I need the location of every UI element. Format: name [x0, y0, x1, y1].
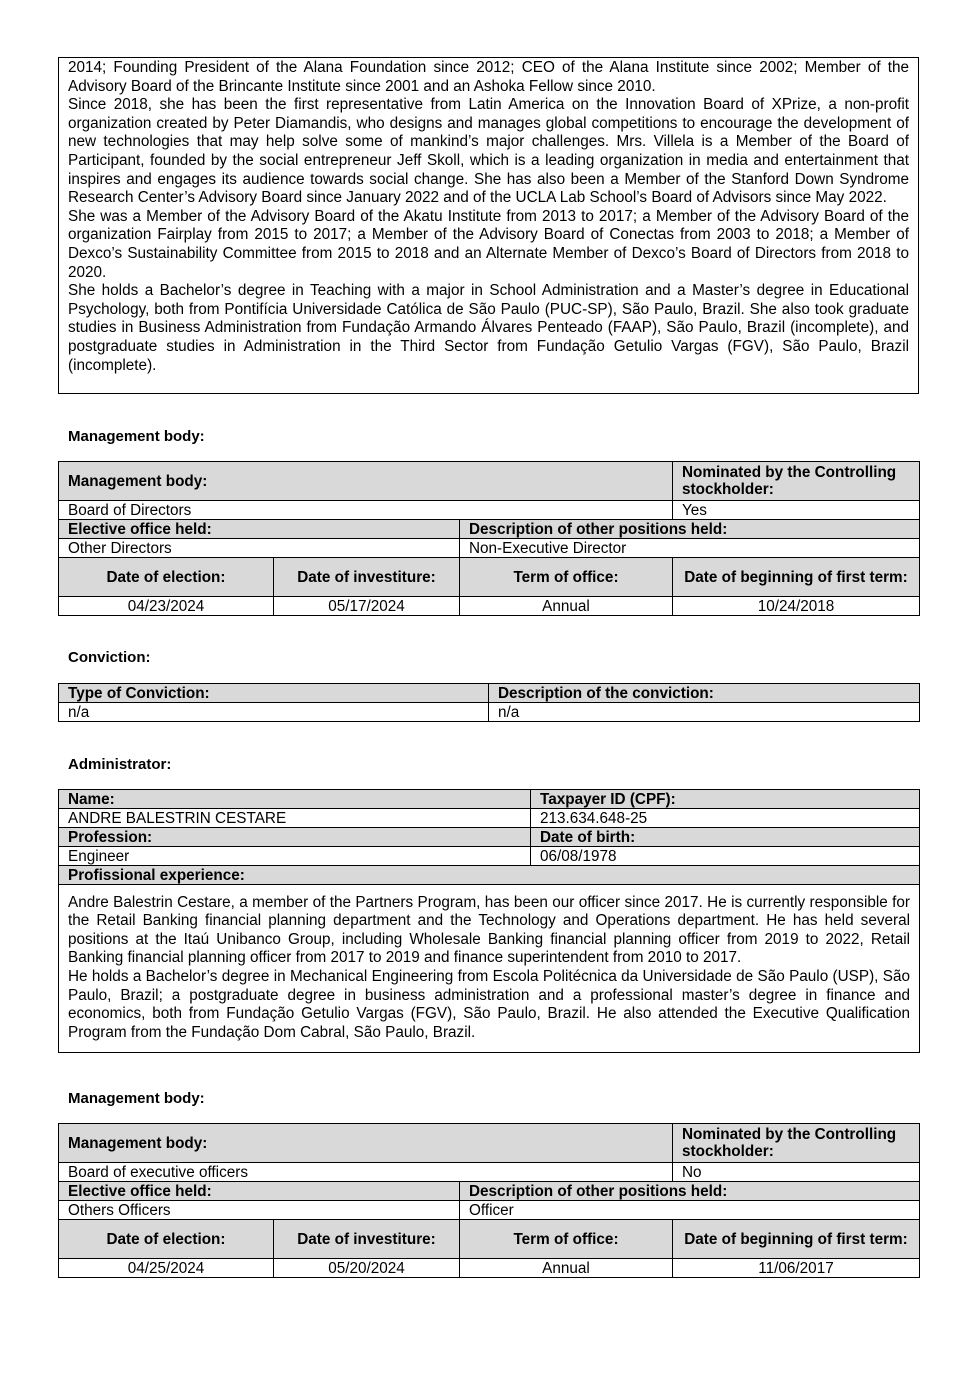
investiture-date-label: Date of investiture: — [274, 558, 460, 597]
bio-paragraph: She was a Member of the Advisory Board of the Akatu Institute from 2013 to 2017; a Member of the Advisory Board of the organization Fairplay from 2015 to 2017; a Member of the Advisory Board of Conectas from 2003 to 2018; a Member of Dexco’s Sustainability Committee from 2015 to 2018 and an Alternate Member of Dexco’s Board of Directors from 2018 to 2020. — [68, 207, 909, 281]
elective-office-label: Elective office held: — [59, 1182, 460, 1201]
bio-paragraph: 2014; Founding President of the Alana Foundation since 2012; CEO of the Alana Institute since 2002; Member of the Advisory Board of the Brincante Institute since 2001 and an Ashoka Fellow since 2010. — [68, 59, 909, 95]
dob-label: Date of birth: — [531, 828, 920, 847]
first-term-value: 10/24/2018 — [673, 597, 920, 616]
other-positions-value: Officer — [460, 1201, 920, 1220]
other-positions-label: Description of other positions held: — [460, 1182, 920, 1201]
election-date-label: Date of election: — [59, 1220, 274, 1259]
administrator-table — [58, 789, 920, 1053]
management-body-section-title-2: Management body: — [68, 1090, 205, 1107]
management-body-label: Management body: — [59, 1124, 673, 1163]
dob-value: 06/08/1978 — [531, 847, 920, 866]
nominated-value: Yes — [673, 501, 920, 520]
conviction-desc-value: n/a — [489, 703, 920, 722]
first-term-value: 11/06/2017 — [673, 1259, 920, 1278]
nominated-label: Nominated by the Controlling stockholder: — [673, 462, 920, 501]
conviction-table — [58, 683, 920, 722]
cpf-value: 213.634.648-25 — [531, 809, 920, 828]
term-value: Annual — [460, 1259, 673, 1278]
other-positions-label: Description of other positions held: — [460, 520, 920, 539]
first-term-label: Date of beginning of first term: — [673, 558, 920, 597]
term-value: Annual — [460, 597, 673, 616]
election-date-label: Date of election: — [59, 558, 274, 597]
management-body-table-1 — [58, 461, 920, 616]
bio-paragraph: She holds a Bachelor’s degree in Teaching with a major in School Administration and a Master’s degree in Educational Psychology, both from Pontifícia Universidade Católica de São Paulo (PUC-SP), São Paulo, Brazil. She also took graduate studies in Business Administration from Fundação Armando Álvares Penteado (FAAP), São Paulo, Brazil (incomplete), and postgraduate studies in Administration in the Third Sector from Fundação Getulio Vargas (FGV), São Paulo, Brazil (incomplete). — [68, 282, 909, 374]
experience-paragraph: Andre Balestrin Cestare, a member of the Partners Program, has been our officer since 2017. He is currently responsible for the Retail Banking financial planning department and the Technology and Operations department. He has held several positions at the Itaú Unibanco Group, including Wholesale Banking financial planning officer from 2019 to 2022, Retail Banking financial planning officer from 2017 to 2019 and finance superintendent from 2010 to 2017. — [68, 893, 910, 967]
conviction-section-title: Conviction: — [68, 649, 151, 666]
management-body-value: Board of Directors — [59, 501, 673, 520]
cpf-label: Taxpayer ID (CPF): — [531, 790, 920, 809]
management-body-table-2 — [58, 1123, 920, 1278]
first-term-label: Date of beginning of first term: — [673, 1220, 920, 1259]
name-label: Name: — [59, 790, 531, 809]
nominated-label: Nominated by the Controlling stockholder: — [673, 1124, 920, 1163]
elective-office-value: Other Directors — [59, 539, 460, 558]
nominated-value: No — [673, 1163, 920, 1182]
management-body-value: Board of executive officers — [59, 1163, 673, 1182]
election-date-value: 04/25/2024 — [59, 1259, 274, 1278]
other-positions-value: Non-Executive Director — [460, 539, 920, 558]
investiture-date-value: 05/17/2024 — [274, 597, 460, 616]
administrator-section-title: Administrator: — [68, 756, 172, 773]
election-date-value: 04/23/2024 — [59, 597, 274, 616]
conviction-type-value: n/a — [59, 703, 489, 722]
bio-paragraph: Since 2018, she has been the first representative from Latin America on the Innovation Board of XPrize, a non-profit organization created by Peter Diamandis, who designs and manages global competitions to encourage the development of new technologies that may help solve some of mankind’s major challenges. Mrs. Villela is a Member of the Board of Participant, founded by the social entrepreneur Jeff Skoll, which is a leading organization in media and entertainment that inspires and engages its audience towards social change. She has also been a Member of the Stanford Down Syndrome Research Center’s Advisory Board since January 2022 and of the UCLA Lab School’s Board of Advisors since May 2022. — [68, 96, 909, 207]
management-body-label: Management body: — [59, 462, 673, 501]
term-label: Term of office: — [460, 558, 673, 597]
profession-label: Profession: — [59, 828, 531, 847]
profession-value: Engineer — [59, 847, 531, 866]
investiture-date-label: Date of investiture: — [274, 1220, 460, 1259]
term-label: Term of office: — [460, 1220, 673, 1259]
bio-text-box — [58, 57, 919, 394]
investiture-date-value: 05/20/2024 — [274, 1259, 460, 1278]
elective-office-label: Elective office held: — [59, 520, 460, 539]
conviction-type-label: Type of Conviction: — [59, 684, 489, 703]
conviction-desc-label: Description of the conviction: — [489, 684, 920, 703]
experience-paragraph: He holds a Bachelor’s degree in Mechanical Engineering from Escola Politécnica da Universidade de São Paulo (USP), São Paulo, Brazil; a postgraduate degree in business administration and a professional master’s degree in finance and economics, both from Fundação Getulio Vargas (FGV), São Paulo, Brazil. He also attended the Executive Qualification Program from the Fundação Dom Cabral, São Paulo, Brazil. — [68, 968, 910, 1041]
experience-text — [59, 885, 920, 1053]
experience-label: Profissional experience: — [59, 866, 920, 885]
name-value: ANDRE BALESTRIN CESTARE — [59, 809, 531, 828]
management-body-section-title: Management body: — [68, 428, 205, 445]
elective-office-value: Others Officers — [59, 1201, 460, 1220]
